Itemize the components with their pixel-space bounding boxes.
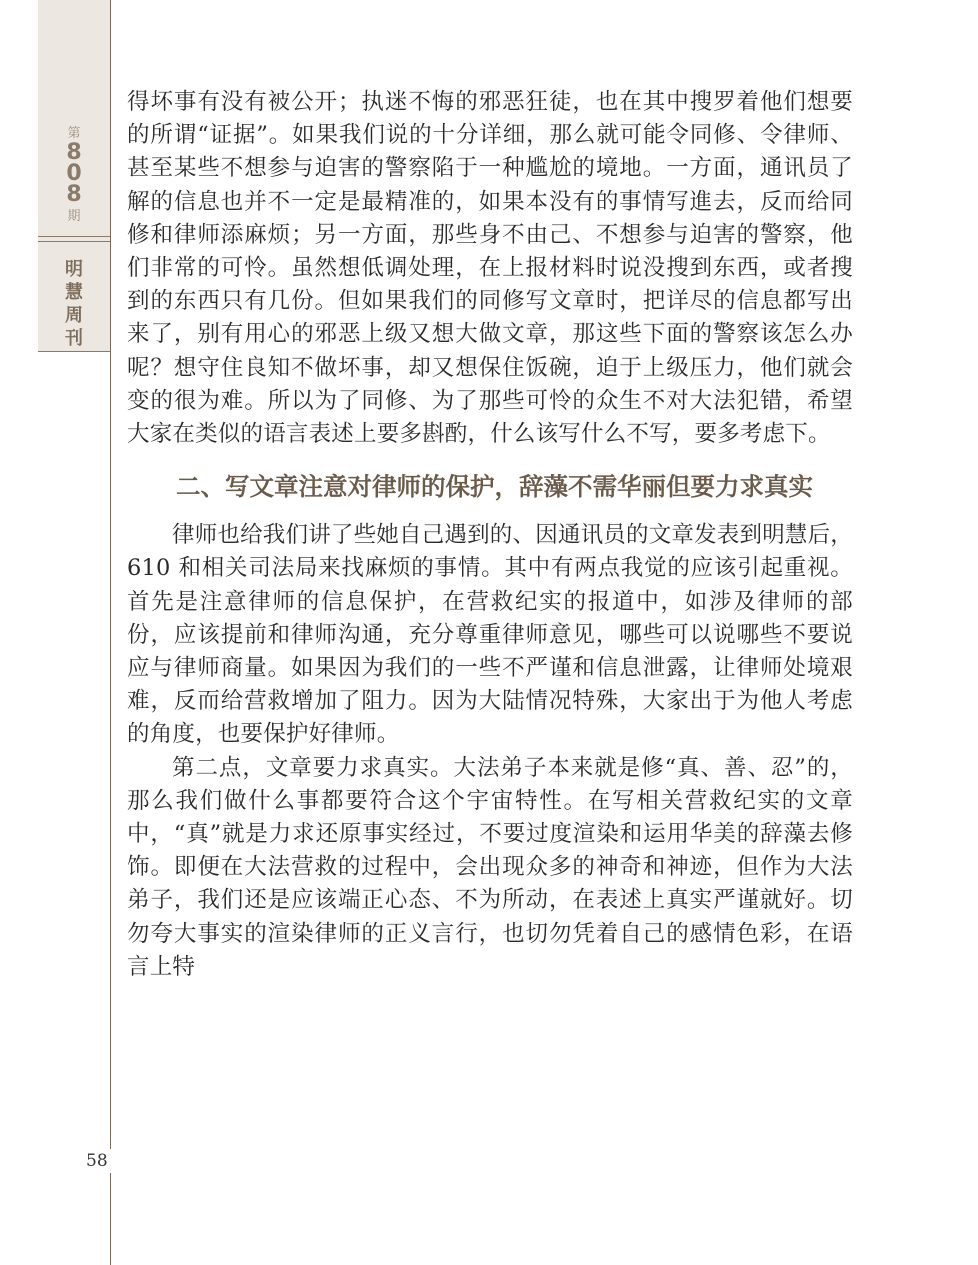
issue-digit: 8: [66, 140, 82, 165]
issue-digit: 0: [66, 161, 82, 186]
paragraph: 第二点，文章要力求真实。大法弟子本来就是修“真、善、忍”的，那么我们做什么事都要符合这个宇宙特性。在写相关营救纪实的文章中，“真”就是力求还原事实经过，不要过度渲染和运用华美的辞藻去修饰。即便在大法营救的过程中，会出现众多的神奇和神迹，但作为大法弟子，我们还是应该端正心态、不为所动，在表述上真实严谨就好。切勿夸大事实的渲染律师的正义言行，也切勿凭着自己的感情色彩，在语言上特: [127, 754, 853, 980]
margin-rule: [38, 241, 110, 242]
issue-prefix: 第: [67, 126, 81, 141]
spacer: [127, 451, 853, 459]
paragraph: 得坏事有没有被公开；执迷不悔的邪恶狂徒，也在其中搜罗着他们想要的所谓“证据”。如果我们说的十分详细，那么就可能令同修、令律师、甚至某些不想参与迫害的警察陷于一种尴尬的境地。一方面，通讯员了解的信息也并不一定是最精准的，如果本没有的事情写進去，反而给同修和律师添麻烦；另一方面，那些身不由己、不想参与迫害的警察，他们非常的可怜。虽然想低调处理，在上报材料时说没搜到东西，或者搜到的东西只有几份。但如果我们的同修写文章时，把详尽的信息都写出来了，别有用心的邪恶上级又想大做文章，那这些下面的警察该怎么办呢？想守住良知不做坏事，却又想保住饭碗，迫于上级压力，他们就会变的很为难。所以为了同修、为了那些可怜的众生不对大法犯错，希望大家在类似的语言表述上要多斟酌，什么该写什么不写，要多考虑下。: [127, 89, 853, 448]
publication-char: 明: [65, 259, 83, 280]
article-body: [127, 86, 853, 984]
page-number: 58: [86, 1149, 126, 1173]
paragraph: 律师也给我们讲了些她自己遇到的、因通讯员的文章发表到明慧后，610 和相关司法局来找麻烦的事情。其中有两点我觉的应该引起重视。首先是注意律师的信息保护，在营救纪实的报道中，如涉及律师的部份，应该提前和律师沟通，充分尊重律师意见，哪些可以说哪些不要说应与律师商量。如果因为我们的一些不严谨和信息泄露，让律师处境艰难，反而给营救增加了阻力。因为大陆情况特殊，大家出于为他人考虑的角度，也要保护好律师。: [127, 522, 854, 748]
publication-char: 慧: [65, 282, 83, 303]
margin-line: [110, 352, 111, 1265]
publication-char: 刊: [65, 328, 83, 349]
publication-name: [38, 258, 110, 350]
publication-char: 周: [65, 305, 83, 326]
issue-suffix: 期: [67, 209, 81, 224]
margin-rule: [38, 236, 110, 237]
margin-rule: [38, 351, 110, 352]
section-heading: 二、写文章注意对律师的保护，辞藻不需华丽但要力求真实: [176, 472, 813, 502]
issue-digit: 8: [66, 182, 82, 207]
issue-number: [38, 142, 110, 205]
